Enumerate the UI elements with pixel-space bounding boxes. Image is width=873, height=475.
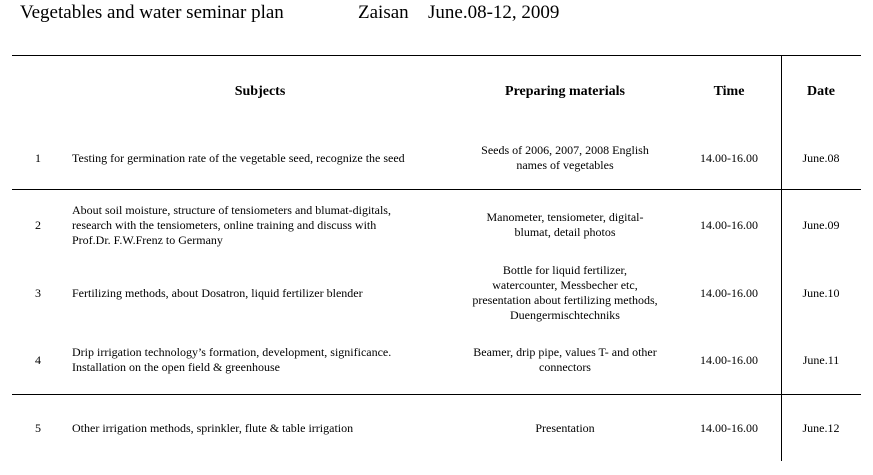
row-subject-line: Fertilizing methods, about Dosatron, liquid fertilizer blender — [72, 285, 363, 300]
row-materials-line: Manometer, tensiometer, digital- — [486, 210, 644, 224]
column-header-date: Date — [807, 84, 835, 99]
row-time — [684, 200, 774, 250]
row-time-line: 14.00-16.00 — [700, 217, 758, 232]
row-number — [30, 410, 46, 446]
row-date-line: June.11 — [802, 352, 840, 367]
row-subject-line: About soil moisture, structure of tensiometers and blumat-digitals, — [72, 202, 391, 217]
row-materials-line: blumat, detail photos — [514, 225, 616, 239]
column-header-subjects: Subjects — [234, 84, 286, 99]
row-subject-line: Other irrigation methods, sprinkler, flute & table irrigation — [72, 420, 354, 435]
row-time-line: 14.00-16.00 — [700, 420, 758, 435]
row-materials — [460, 410, 670, 446]
row-number-line: 3 — [35, 285, 41, 300]
row-divider — [12, 189, 861, 190]
row-materials-line: Presentation — [535, 420, 595, 435]
column-header-materials: Preparing materials — [505, 84, 625, 99]
row-number — [30, 200, 46, 250]
row-number-line: 2 — [35, 217, 41, 232]
date-column-divider — [781, 55, 782, 461]
row-subject-line: Drip irrigation technology’s formation, development, significance. — [72, 345, 392, 359]
row-materials-line: watercounter, Messbecher etc, — [492, 278, 638, 292]
row-number-line: 1 — [35, 150, 41, 165]
row-materials-line: Beamer, drip pipe, values T- and other — [473, 345, 657, 359]
row-date-line: June.12 — [802, 420, 840, 435]
row-time — [684, 138, 774, 178]
row-subject — [72, 138, 452, 178]
row-date — [786, 340, 856, 380]
row-materials — [460, 200, 670, 250]
row-time — [684, 410, 774, 446]
row-subject-line: research with the tensiometers, online training and discuss with — [72, 217, 377, 232]
row-subject-line: Testing for germination rate of the vegetable seed, recognize the seed — [72, 150, 405, 165]
row-materials-line: Duengermischtechniks — [510, 308, 620, 322]
seminar-dates: June.08-12, 2009 — [428, 2, 560, 23]
row-time — [684, 262, 774, 324]
row-materials-line: presentation about fertilizing methods, — [472, 293, 658, 307]
row-subject — [72, 340, 452, 380]
row-date — [786, 262, 856, 324]
seminar-location: Zaisan — [358, 2, 409, 23]
row-date-line: June.10 — [802, 285, 840, 300]
row-subject-line: Installation on the open field & greenhouse — [72, 360, 280, 374]
column-header-time: Time — [713, 84, 745, 99]
row-time — [684, 340, 774, 380]
row-number — [30, 262, 46, 324]
row-number — [30, 138, 46, 178]
row-materials-line: Bottle for liquid fertilizer, — [502, 263, 628, 277]
row-date-line: June.08 — [802, 150, 840, 165]
row-date — [786, 200, 856, 250]
row-date-line: June.09 — [802, 217, 840, 232]
row-materials-line: Seeds of 2006, 2007, 2008 English — [481, 143, 649, 157]
table-top-border — [12, 55, 861, 56]
row-time-line: 14.00-16.00 — [700, 285, 758, 300]
row-time-line: 14.00-16.00 — [700, 150, 758, 165]
row-divider — [12, 394, 861, 395]
document-title: Vegetables and water seminar plan — [20, 2, 284, 23]
row-date — [786, 138, 856, 178]
row-materials — [460, 262, 670, 324]
row-subject — [72, 410, 452, 446]
row-subject — [72, 200, 452, 250]
row-materials-line: connectors — [539, 360, 591, 374]
document-header — [20, 2, 560, 24]
row-number — [30, 340, 46, 380]
row-time-line: 14.00-16.00 — [700, 352, 758, 367]
row-materials — [460, 340, 670, 380]
row-subject-line: Prof.Dr. F.W.Frenz to Germany — [72, 232, 223, 247]
row-materials — [460, 138, 670, 178]
row-subject — [72, 262, 452, 324]
row-number-line: 5 — [35, 420, 41, 435]
row-date — [786, 410, 856, 446]
row-materials-line: names of vegetables — [516, 158, 614, 172]
row-number-line: 4 — [35, 352, 41, 367]
